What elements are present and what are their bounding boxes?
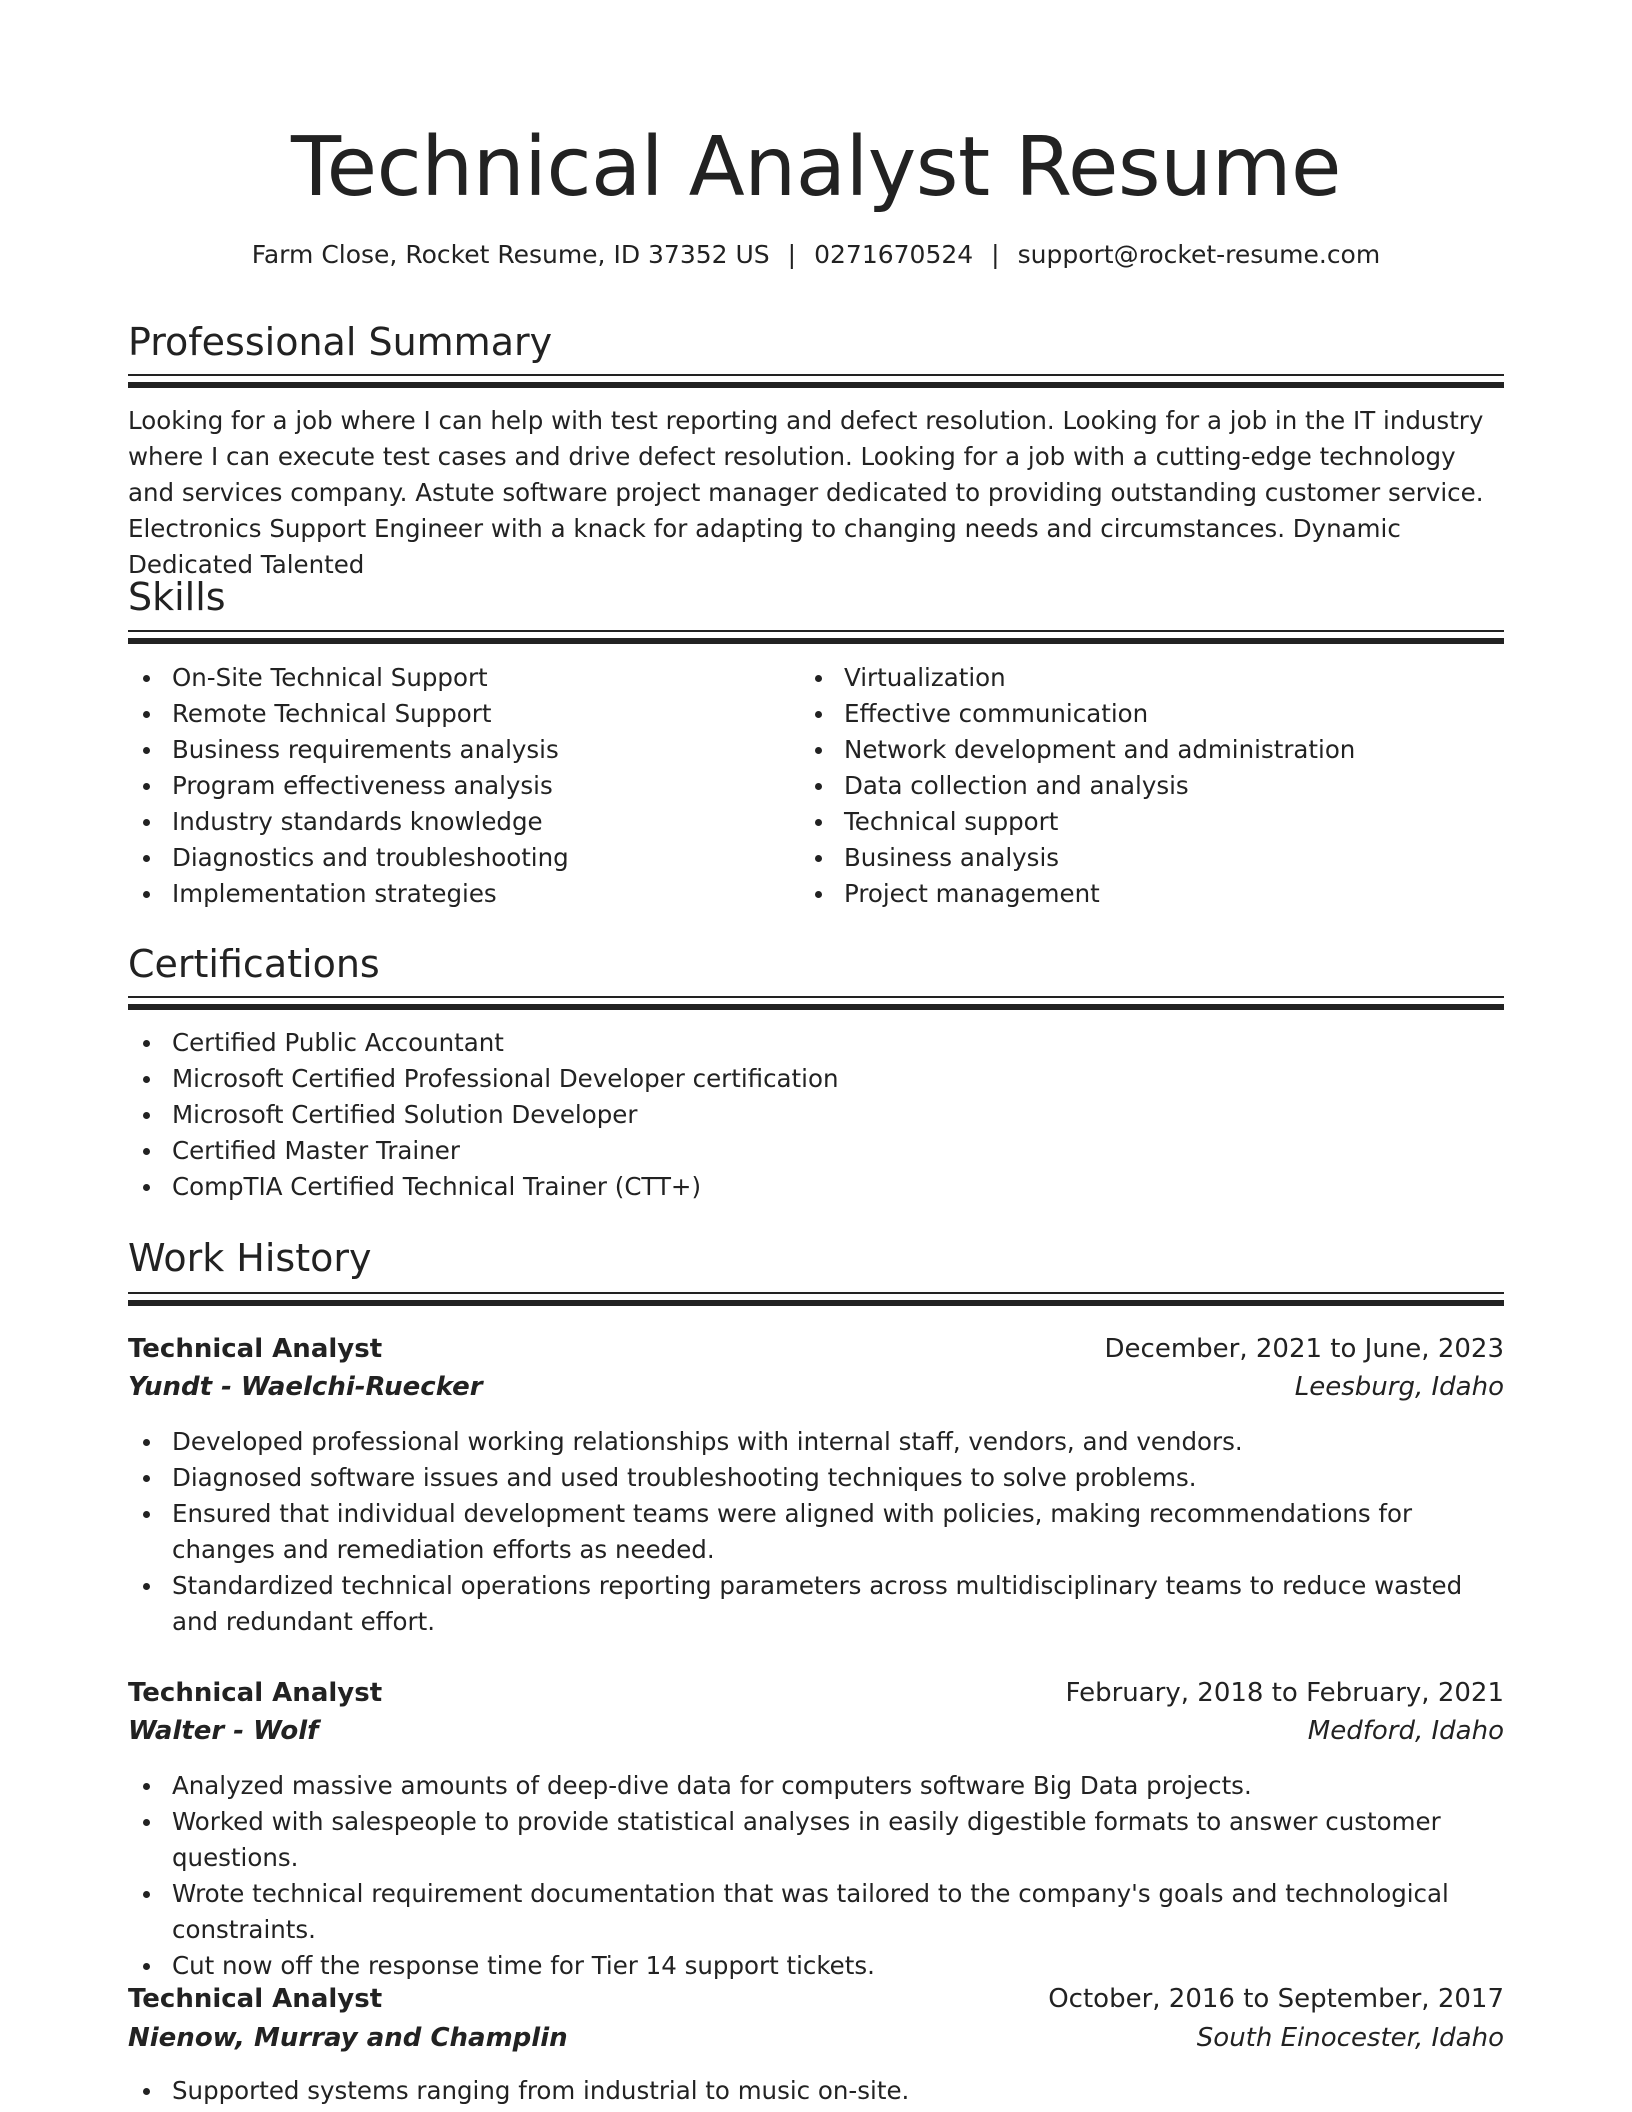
job-bullet: Standardized technical operations reporting parameters across multidisciplinary teams to reduce wasted and redundant effort.: [128, 1568, 1504, 1640]
section-heading-work-history: Work History: [128, 1236, 372, 1280]
skill-item: Implementation strategies: [128, 876, 788, 912]
section-heading-skills: Skills: [128, 575, 226, 619]
job-title: Technical Analyst: [128, 1334, 383, 1364]
job-title: Technical Analyst: [128, 1984, 383, 2014]
job-dates: October, 2016 to September, 2017: [1048, 1984, 1504, 2014]
skill-item: Industry standards knowledge: [128, 804, 788, 840]
skill-item: Data collection and analysis: [800, 768, 1504, 804]
section-heading-certifications: Certifications: [128, 942, 380, 986]
job-location: Medford, Idaho: [1307, 1716, 1504, 1746]
contact-phone: 0271670524: [814, 240, 974, 269]
contact-email: support@rocket-resume.com: [1017, 240, 1381, 269]
contact-address: Farm Close, Rocket Resume, ID 37352 US: [251, 240, 770, 269]
job-title: Technical Analyst: [128, 1678, 383, 1708]
skill-item: Business requirements analysis: [128, 732, 788, 768]
resume-title: Technical Analyst Resume: [291, 120, 1341, 215]
skill-item: Technical support: [800, 804, 1504, 840]
certification-item: CompTIA Certified Technical Trainer (CTT+): [128, 1169, 1504, 1205]
skill-item: Project management: [800, 876, 1504, 912]
job-bullets: [128, 1424, 1504, 1640]
skill-item: Business analysis: [800, 840, 1504, 876]
job-bullet: Ensured that individual development teams were aligned with policies, making recommendations for changes and remediation efforts as needed.: [128, 1496, 1504, 1568]
section-divider: [128, 374, 1504, 376]
skill-item: Program effectiveness analysis: [128, 768, 788, 804]
skill-item: Remote Technical Support: [128, 696, 788, 732]
job-bullet: Diagnosed software issues and used troubleshooting techniques to solve problems.: [128, 1460, 1504, 1496]
contact-separator: |: [787, 240, 797, 269]
job-bullet: Wrote technical requirement documentation that was tailored to the company's goals and technological constraints.: [128, 1876, 1504, 1948]
skill-item: On-Site Technical Support: [128, 660, 788, 696]
job-company: Yundt - Waelchi-Ruecker: [128, 1372, 483, 1402]
job-bullets: [128, 2073, 1504, 2109]
job-dates: February, 2018 to February, 2021: [1065, 1678, 1504, 1708]
job-bullet: Worked with salespeople to provide statistical analyses in easily digestible formats to answer customer questions.: [128, 1804, 1504, 1876]
contact-separator: |: [991, 240, 1000, 269]
skill-item: Virtualization: [800, 660, 1504, 696]
section-divider: [128, 1292, 1504, 1294]
job-location: South Einocester, Idaho: [1196, 2023, 1504, 2053]
skill-item: Network development and administration: [800, 732, 1504, 768]
section-divider: [128, 630, 1504, 632]
certifications-list: [128, 1025, 1504, 1205]
job-bullet: Supported systems ranging from industrial to music on-site.: [128, 2073, 1504, 2109]
job-bullet: Analyzed massive amounts of deep-dive data for computers software Big Data projects.: [128, 1768, 1504, 1804]
skill-item: Diagnostics and troubleshooting: [128, 840, 788, 876]
job-company: Walter - Wolf: [128, 1716, 319, 1746]
section-divider: [128, 996, 1504, 998]
job-bullets: [128, 1768, 1504, 1984]
summary-text: Looking for a job where I can help with test reporting and defect resolution. Looking for a job in the IT industry where I can execute test cases and drive defect resolution. Looking for a job with a cutting-edge technology and services company. Astute software project manager dedicated to providing outstanding customer service. Electronics Support Engineer with a knack for adapting to changing needs and circumstances. Dynamic Dedicated Talented: [128, 406, 1484, 579]
job-bullet: Cut now off the response time for Tier 14 support tickets.: [128, 1948, 1504, 1984]
job-location: Leesburg, Idaho: [1294, 1372, 1504, 1402]
job-dates: December, 2021 to June, 2023: [1104, 1334, 1504, 1364]
certification-item: Certified Public Accountant: [128, 1025, 1504, 1061]
skills-list-left: [128, 660, 788, 912]
contact-line: [0, 237, 1632, 273]
section-heading-summary: Professional Summary: [128, 320, 553, 364]
certification-item: Microsoft Certified Solution Developer: [128, 1097, 1504, 1133]
job-bullet: Developed professional working relationships with internal staff, vendors, and vendors.: [128, 1424, 1504, 1460]
job-company: Nienow, Murray and Champlin: [128, 2023, 568, 2053]
skill-item: Effective communication: [800, 696, 1504, 732]
certification-item: Microsoft Certified Professional Developer certification: [128, 1061, 1504, 1097]
skills-list-right: [800, 660, 1504, 912]
certification-item: Certified Master Trainer: [128, 1133, 1504, 1169]
